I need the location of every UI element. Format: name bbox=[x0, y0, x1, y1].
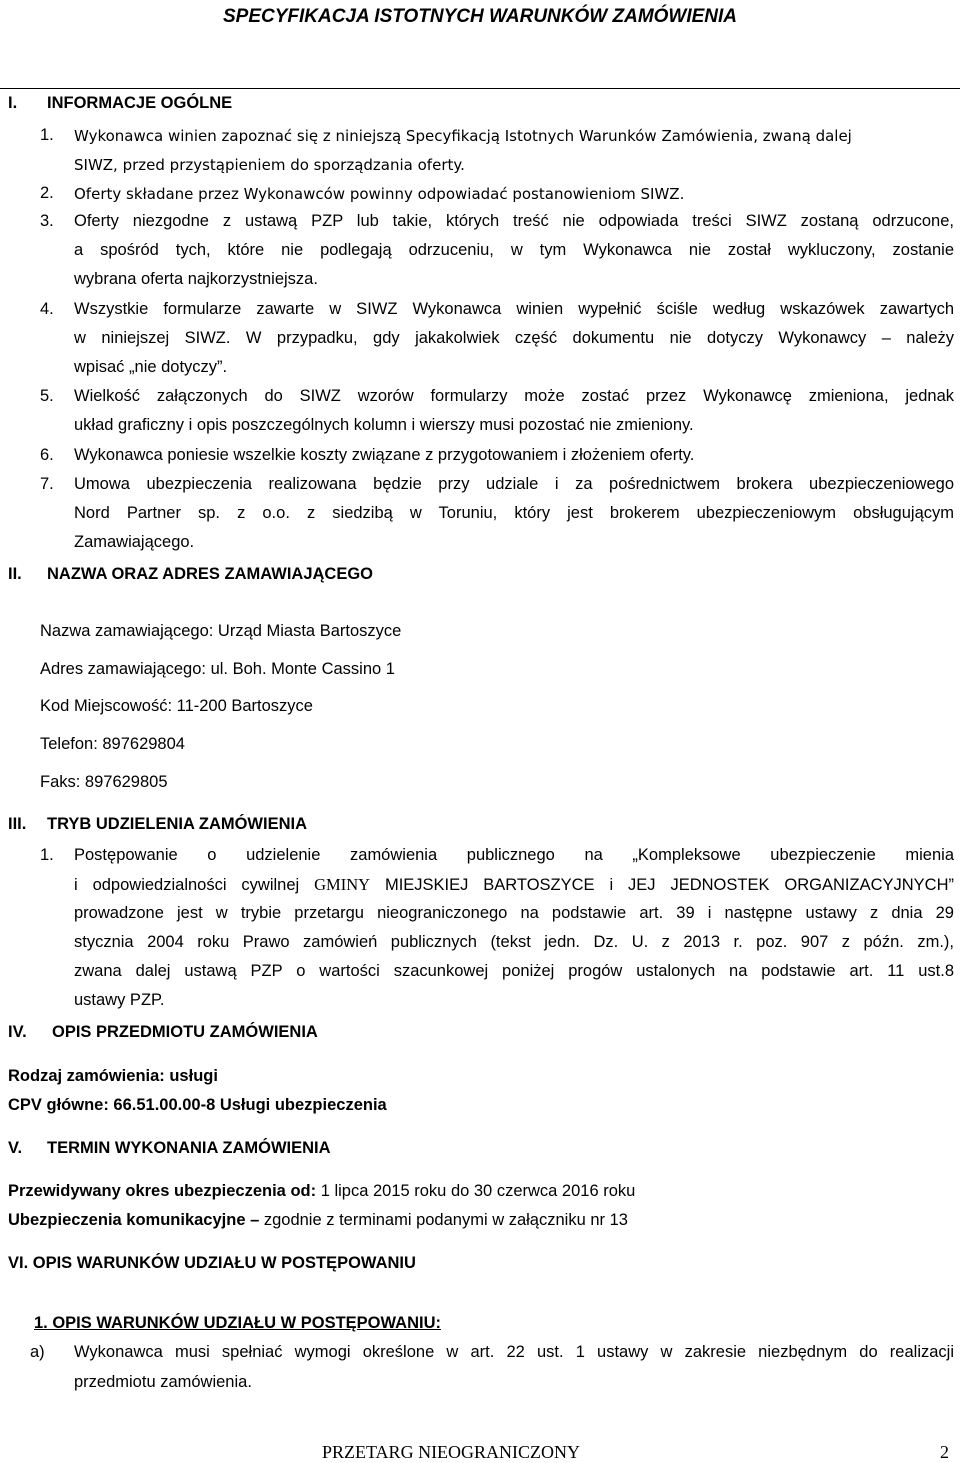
item-5-line-1: Wielkość załączonych do SIWZ wzorów formularzy może zostać przez Wykonawcę zmieniona, jednak bbox=[74, 387, 954, 405]
contracting-authority-address: Adres zamawiającego: ul. Boh. Monte Cassino 1 bbox=[40, 660, 395, 678]
item-3-line-1: Oferty niezgodne z ustawą PZP lub takie, których treść nie odpowiada treści SIWZ zostaną odrzucone, bbox=[74, 212, 954, 230]
section-number: II. bbox=[8, 565, 22, 583]
document-header: SPECYFIKACJA ISTOTNYCH WARUNKÓW ZAMÓWIENIA bbox=[222, 6, 738, 27]
item-4-line-2: w niniejszej SIWZ. W przypadku, gdy jakakolwiek część dokumentu nie dotyczy Wykonawcy – należy bbox=[74, 329, 954, 347]
item-number: 1. bbox=[40, 846, 54, 864]
fax-number: Faks: 897629805 bbox=[40, 773, 168, 791]
item-7-line-2: Nord Partner sp. z o.o. z siedzibą w Toruniu, który jest brokerem ubezpieczeniowym obsługującym bbox=[74, 504, 954, 522]
procedure-line-5: zwana dalej ustawą PZP o wartości szacunkowej poniżej progów ustalonych na podstawie art. 11 ust.8 bbox=[74, 962, 954, 980]
condition-a-line-1: Wykonawca musi spełniać wymogi określone w art. 22 ust. 1 ustawy w zakresie niezbędnym do realizacji bbox=[74, 1343, 954, 1361]
item-number: 5. bbox=[40, 387, 54, 405]
participation-conditions-subheading: 1. OPIS WARUNKÓW UDZIAŁU W POSTĘPOWANIU: bbox=[34, 1314, 441, 1332]
postal-code-city: Kod Miejscowość: 11-200 Bartoszyce bbox=[40, 697, 313, 715]
item-number: 2. bbox=[40, 184, 54, 202]
item-1-line-1: Wykonawca winien zapoznać się z niniejszą Specyfikacją Istotnych Warunków Zamówienia, zwaną dalej bbox=[74, 127, 852, 145]
section-title: TRYB UDZIELENIA ZAMÓWIENIA bbox=[47, 815, 308, 833]
footer-tender-type: PRZETARG NIEOGRANICZONY bbox=[322, 1442, 581, 1462]
item-number: 7. bbox=[40, 475, 54, 493]
item-5-line-2: układ graficzny i opis poszczególnych kolumn i wierszy musi pozostać nie zmieniony. bbox=[74, 416, 694, 434]
insurance-period: Przewidywany okres ubezpieczenia od: 1 lipca 2015 roku do 30 czerwca 2016 roku bbox=[8, 1182, 636, 1200]
cpv-code: CPV główne: 66.51.00.00-8 Usługi ubezpieczenia bbox=[8, 1096, 387, 1114]
item-number: 4. bbox=[40, 300, 54, 318]
item-7-line-1: Umowa ubezpieczenia realizowana będzie przy udziale i za pośrednictwem brokera ubezpieczeniowego bbox=[74, 475, 954, 493]
section-number: IV. bbox=[8, 1023, 27, 1041]
item-4-line-3: wpisać „nie dotyczy”. bbox=[74, 358, 228, 376]
section-number: I. bbox=[8, 94, 18, 112]
item-4-line-1: Wszystkie formularze zawarte w SIWZ Wykonawca winien wypełnić ściśle według wskazówek zawartych bbox=[74, 300, 954, 318]
section-title: OPIS PRZEDMIOTU ZAMÓWIENIA bbox=[52, 1023, 318, 1041]
item-1-line-2: SIWZ, przed przystąpieniem do sporządzania oferty. bbox=[74, 156, 465, 174]
condition-a-line-2: przedmiotu zamówienia. bbox=[74, 1373, 252, 1391]
item-letter: a) bbox=[30, 1343, 45, 1361]
procedure-line-2: i odpowiedzialności cywilnej GMINY MIEJSKIEJ BARTOSZYCE i JEJ JEDNOSTEK ORGANIZACYJNYCH” bbox=[74, 875, 954, 894]
procedure-line-6: ustawy PZP. bbox=[74, 991, 165, 1009]
page-number: 2 bbox=[940, 1442, 949, 1462]
order-type: Rodzaj zamówienia: usługi bbox=[8, 1067, 218, 1085]
header-rule bbox=[0, 88, 960, 89]
procedure-line-3: prowadzone jest w trybie przetargu nieograniczonego na podstawie art. 39 i następne ustawy z dnia 29 bbox=[74, 904, 954, 922]
section-number: V. bbox=[8, 1139, 23, 1157]
section-6-heading: VI. OPIS WARUNKÓW UDZIAŁU W POSTĘPOWANIU bbox=[8, 1254, 416, 1272]
item-number: 1. bbox=[40, 126, 54, 144]
phone-number: Telefon: 897629804 bbox=[40, 735, 185, 753]
motor-insurance: Ubezpieczenia komunikacyjne – zgodnie z terminami podanymi w załączniku nr 13 bbox=[8, 1211, 628, 1229]
item-3-line-3: wybrana oferta najkorzystniejsza. bbox=[74, 270, 318, 288]
section-title: INFORMACJE OGÓLNE bbox=[47, 94, 233, 112]
item-number: 3. bbox=[40, 212, 54, 230]
section-number: III. bbox=[8, 815, 27, 833]
procedure-line-4: stycznia 2004 roku Prawo zamówień publicznych (tekst jedn. Dz. U. z 2013 r. poz. 907 z późn. zm.), bbox=[74, 933, 954, 951]
item-2-line-1: Oferty składane przez Wykonawców powinny odpowiadać postanowieniom SIWZ. bbox=[74, 185, 685, 203]
contracting-authority-name: Nazwa zamawiającego: Urząd Miasta Bartoszyce bbox=[40, 622, 402, 640]
procedure-line-1: Postępowanie o udzielenie zamówienia publicznego na „Kompleksowe ubezpieczenie mienia bbox=[74, 846, 954, 864]
section-title: NAZWA ORAZ ADRES ZAMAWIAJĄCEGO bbox=[47, 565, 374, 583]
item-7-line-3: Zamawiającego. bbox=[74, 533, 195, 551]
item-number: 6. bbox=[40, 446, 54, 464]
item-6-line-1: Wykonawca poniesie wszelkie koszty związane z przygotowaniem i złożeniem oferty. bbox=[74, 446, 695, 464]
section-title: TERMIN WYKONANIA ZAMÓWIENIA bbox=[47, 1139, 331, 1157]
item-3-line-2: a spośród tych, które nie podlegają odrzuceniu, w tym Wykonawca nie został wykluczony, zostanie bbox=[74, 241, 954, 259]
